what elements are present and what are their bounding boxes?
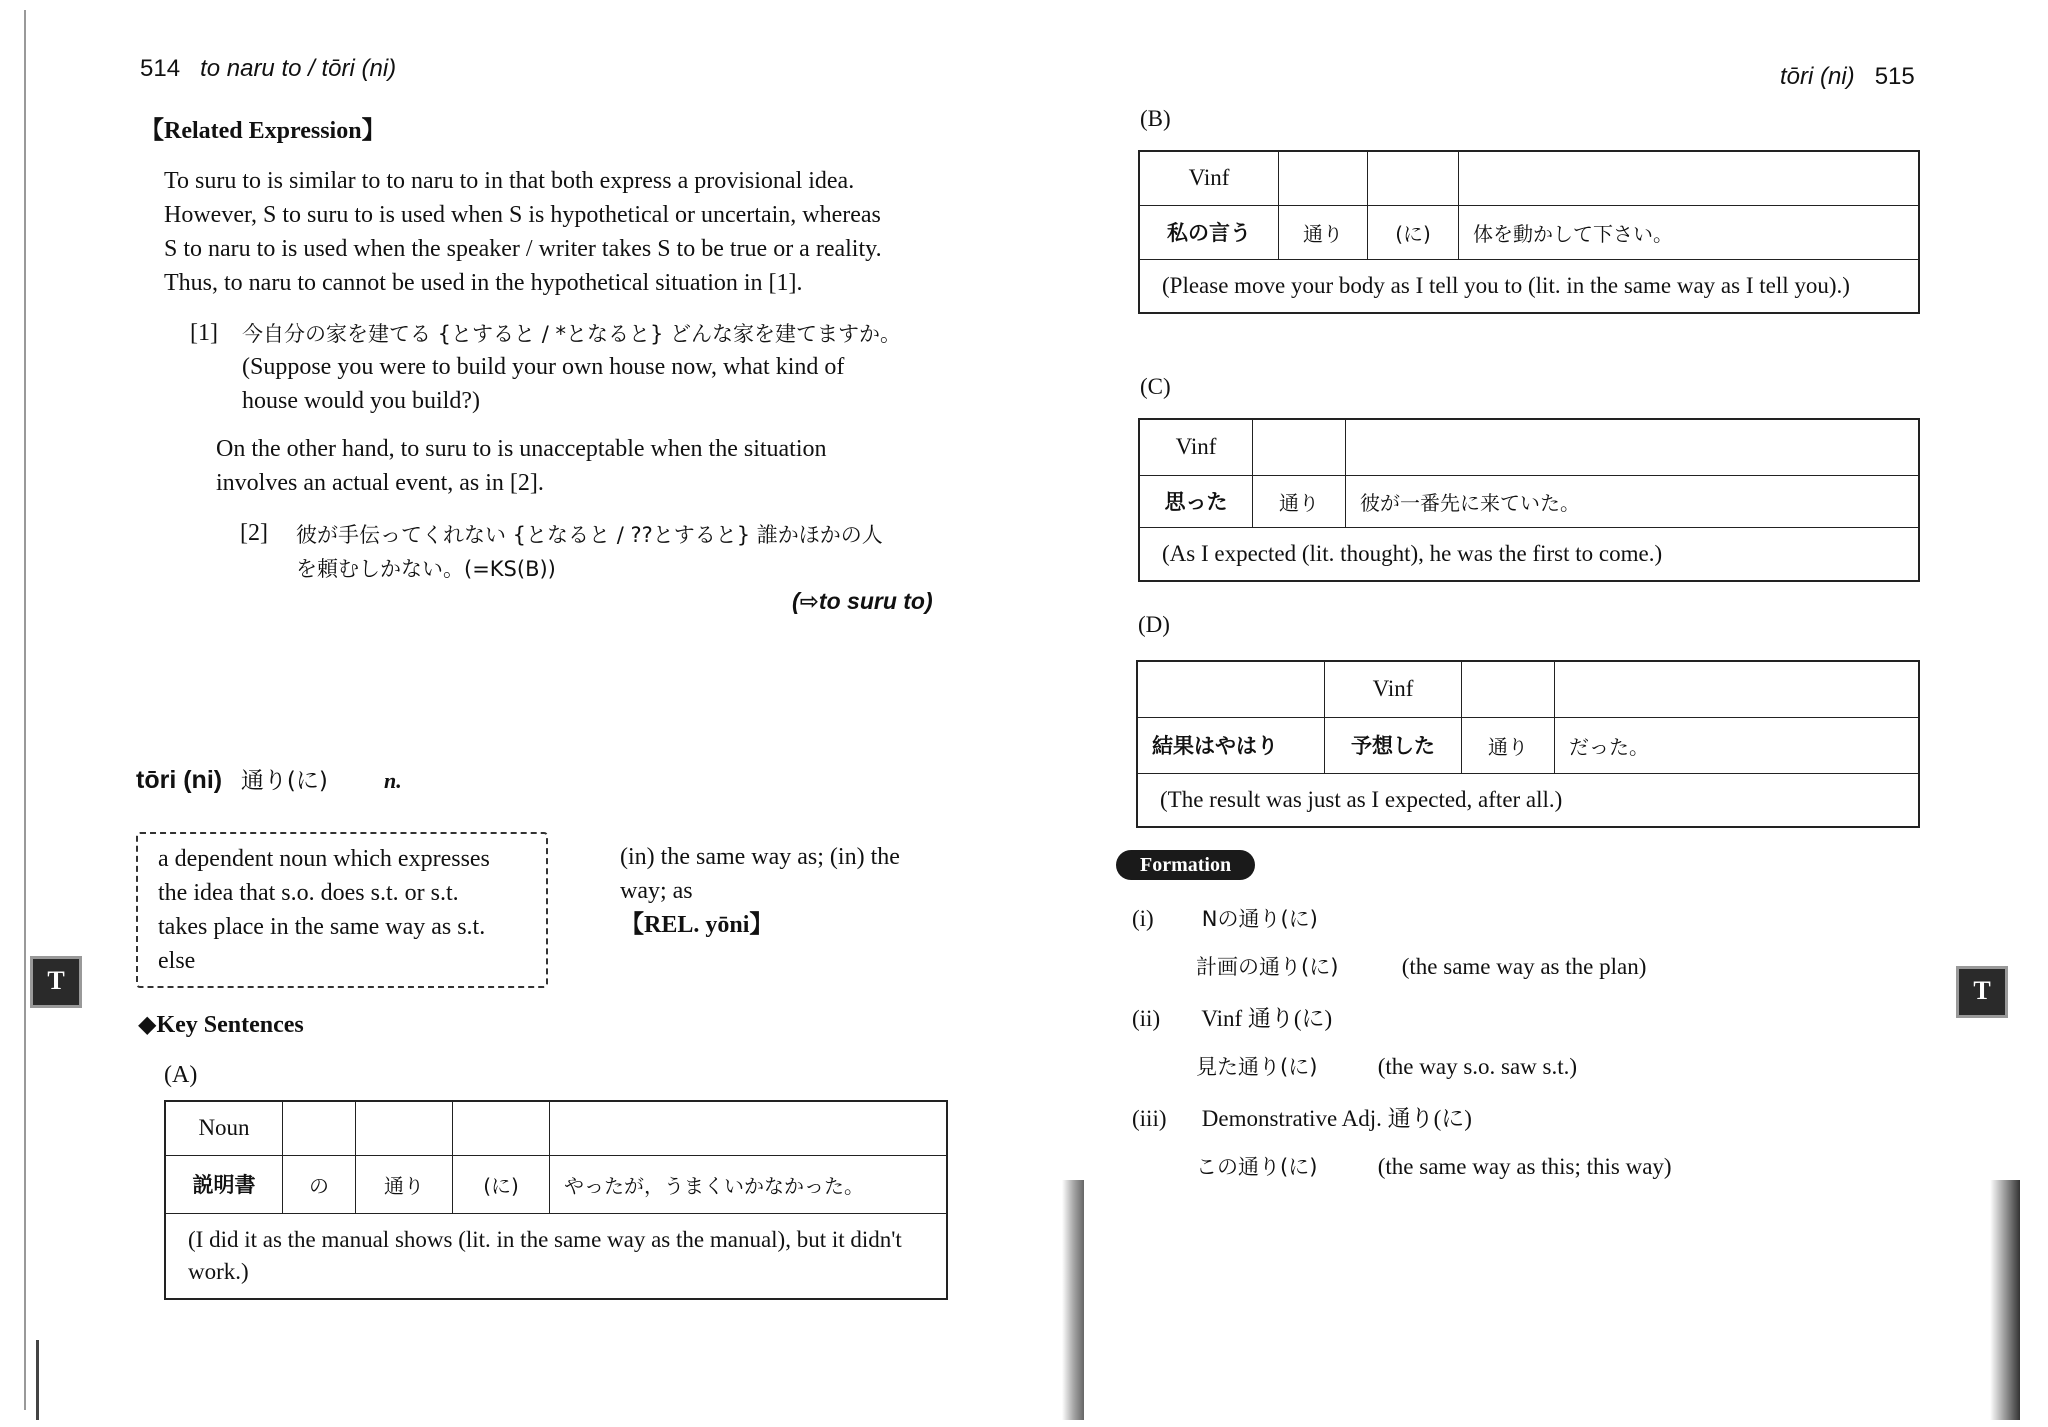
formation-item xyxy=(1132,1002,1932,1050)
cell: 通り xyxy=(1462,717,1555,773)
cell: Vinf xyxy=(1139,151,1279,205)
cell xyxy=(1346,419,1920,475)
example-1-number: [1] xyxy=(190,320,218,346)
cell: 体を動かして下さい。 xyxy=(1459,205,1920,259)
meaning-rel: 【REL. yōni】 xyxy=(620,912,774,938)
left-scan-edge-bottom xyxy=(36,1340,39,1420)
translation-cell: (Please move your body as I tell you to (lit. in the same way as I tell you).) xyxy=(1139,259,1919,313)
example-2-japanese xyxy=(296,518,883,586)
formation-gloss: (the same way as the plan) xyxy=(1401,954,1647,979)
formation-example xyxy=(1132,1050,1932,1102)
thumb-tab-left: T xyxy=(30,956,82,1008)
entry-part-of-speech: n. xyxy=(384,768,402,793)
cross-reference: (⇨to suru to) xyxy=(792,588,933,614)
related-paragraph xyxy=(164,164,944,300)
formation-num: (i) xyxy=(1132,906,1154,931)
cell: 彼が一番先に来ていた。 xyxy=(1346,475,1920,527)
formation-example-jp: 計画の通り(に) xyxy=(1196,955,1339,979)
related-line: However, S to suru to is used when S is hypothetical or uncertain, whereas xyxy=(164,202,881,228)
example-1-japanese: 今自分の家を建てる {とすると / *となると} どんな家を建てますか。 xyxy=(242,322,901,346)
meaning-line: way; as xyxy=(620,878,693,904)
formation-item xyxy=(1132,902,1932,950)
example-1-english xyxy=(242,350,942,418)
key-sentences-heading: ◆Key Sentences xyxy=(138,1012,304,1038)
cell: やったが，うまくいかなかった。 xyxy=(550,1155,948,1213)
left-page-header xyxy=(140,52,396,86)
key-sentence-c-label: (C) xyxy=(1140,374,1171,399)
formation-list xyxy=(1132,902,1932,1202)
key-sentence-table-b xyxy=(1138,150,1920,314)
gutter-shadow xyxy=(1062,1180,1084,1420)
cell xyxy=(1555,661,1920,717)
cell: 通り xyxy=(1253,475,1346,527)
other-hand-paragraph xyxy=(216,432,946,500)
example-2-number: [2] xyxy=(240,520,268,546)
formation-pattern: Demonstrative Adj. 通り(に) xyxy=(1201,1106,1472,1131)
cell: 説明書 xyxy=(165,1155,283,1213)
example-2-line: 彼が手伝ってくれない {となると / ??とすると} 誰かほかの人 xyxy=(296,523,883,547)
meaning-block xyxy=(620,840,950,942)
key-sentence-d-label: (D) xyxy=(1138,612,1170,637)
definition-line: else xyxy=(158,948,196,974)
formation-gloss: (the same way as this; this way) xyxy=(1377,1154,1672,1179)
cell: 通り xyxy=(1279,205,1368,259)
related-line: S to naru to is used when the speaker / writer takes S to be true or a reality. xyxy=(164,236,882,262)
cell: Noun xyxy=(165,1101,283,1155)
cell xyxy=(1137,661,1325,717)
cell: 私の言う xyxy=(1139,205,1279,259)
right-page-header xyxy=(1780,60,1915,94)
cell xyxy=(453,1101,550,1155)
cell xyxy=(356,1101,453,1155)
formation-example-jp: この通り(に) xyxy=(1196,1155,1318,1179)
cell: (に) xyxy=(1368,205,1459,259)
left-page-number: 514 xyxy=(140,55,181,82)
cell: 結果はやはり xyxy=(1137,717,1325,773)
left-running-title: to naru to / tōri (ni) xyxy=(200,55,397,82)
right-page-number: 515 xyxy=(1874,63,1915,90)
key-sentence-a-label: (A) xyxy=(164,1062,198,1088)
other-hand-line: involves an actual event, as in [2]. xyxy=(216,470,544,496)
cell: だった。 xyxy=(1555,717,1920,773)
related-line: To suru to is similar to to naru to in that both express a provisional idea. xyxy=(164,168,855,194)
formation-pattern: Nの通り(に) xyxy=(1201,907,1318,931)
cell xyxy=(1368,151,1459,205)
cell: 思った xyxy=(1139,475,1253,527)
formation-gloss: (the way s.o. saw s.t.) xyxy=(1377,1054,1578,1079)
entry-heading xyxy=(136,762,402,795)
cell xyxy=(1279,151,1368,205)
cell xyxy=(1253,419,1346,475)
cell xyxy=(283,1101,356,1155)
right-running-title: tōri (ni) xyxy=(1780,63,1855,90)
example-1-english-line: house would you build?) xyxy=(242,388,480,414)
formation-item xyxy=(1132,1102,1932,1150)
cell xyxy=(1462,661,1555,717)
translation-cell: (The result was just as I expected, after all.) xyxy=(1137,773,1919,827)
entry-headword: tōri (ni) xyxy=(136,766,223,794)
left-scan-edge xyxy=(24,10,26,1410)
related-line: Thus, to naru to cannot be used in the hypothetical situation in [1]. xyxy=(164,270,803,296)
key-sentence-table-d xyxy=(1136,660,1920,828)
formation-example xyxy=(1132,950,1932,1002)
key-sentence-table-a xyxy=(164,1100,948,1300)
cell: 通り xyxy=(356,1155,453,1213)
translation-cell: (I did it as the manual shows (lit. in the same way as the manual), but it didn't work.) xyxy=(165,1213,947,1299)
example-2-line: を頼むしかない。(=KS(B)) xyxy=(296,557,556,581)
cell xyxy=(1459,151,1920,205)
key-sentence-b-label: (B) xyxy=(1140,106,1171,131)
formation-label: Formation xyxy=(1116,850,1255,880)
cell: 予想した xyxy=(1325,717,1462,773)
related-expression-heading: 【Related Expression】 xyxy=(140,118,386,144)
formation-example xyxy=(1132,1150,1932,1202)
cell: Vinf xyxy=(1325,661,1462,717)
example-1-english-line: (Suppose you were to build your own house now, what kind of xyxy=(242,354,845,380)
cell: (に) xyxy=(453,1155,550,1213)
definition-line: takes place in the same way as s.t. xyxy=(158,914,486,940)
formation-num: (iii) xyxy=(1132,1106,1167,1131)
cell xyxy=(550,1101,948,1155)
definition-line: a dependent noun which expresses xyxy=(158,846,490,872)
right-scan-edge xyxy=(1990,1180,2020,1420)
formation-pattern: Vinf 通り(に) xyxy=(1201,1006,1333,1031)
entry-kana: 通り(に) xyxy=(240,768,328,794)
formation-num: (ii) xyxy=(1132,1006,1161,1031)
cell: Vinf xyxy=(1139,419,1253,475)
meaning-line: (in) the same way as; (in) the xyxy=(620,844,900,870)
other-hand-line: On the other hand, to suru to is unacceptable when the situation xyxy=(216,436,827,462)
translation-cell: (As I expected (lit. thought), he was the first to come.) xyxy=(1139,527,1919,581)
cell: の xyxy=(283,1155,356,1213)
definition-line: the idea that s.o. does s.t. or s.t. xyxy=(158,880,459,906)
definition-box xyxy=(136,832,548,988)
formation-example-jp: 見た通り(に) xyxy=(1196,1055,1318,1079)
key-sentence-table-c xyxy=(1138,418,1920,582)
thumb-tab-right: T xyxy=(1956,966,2008,1018)
